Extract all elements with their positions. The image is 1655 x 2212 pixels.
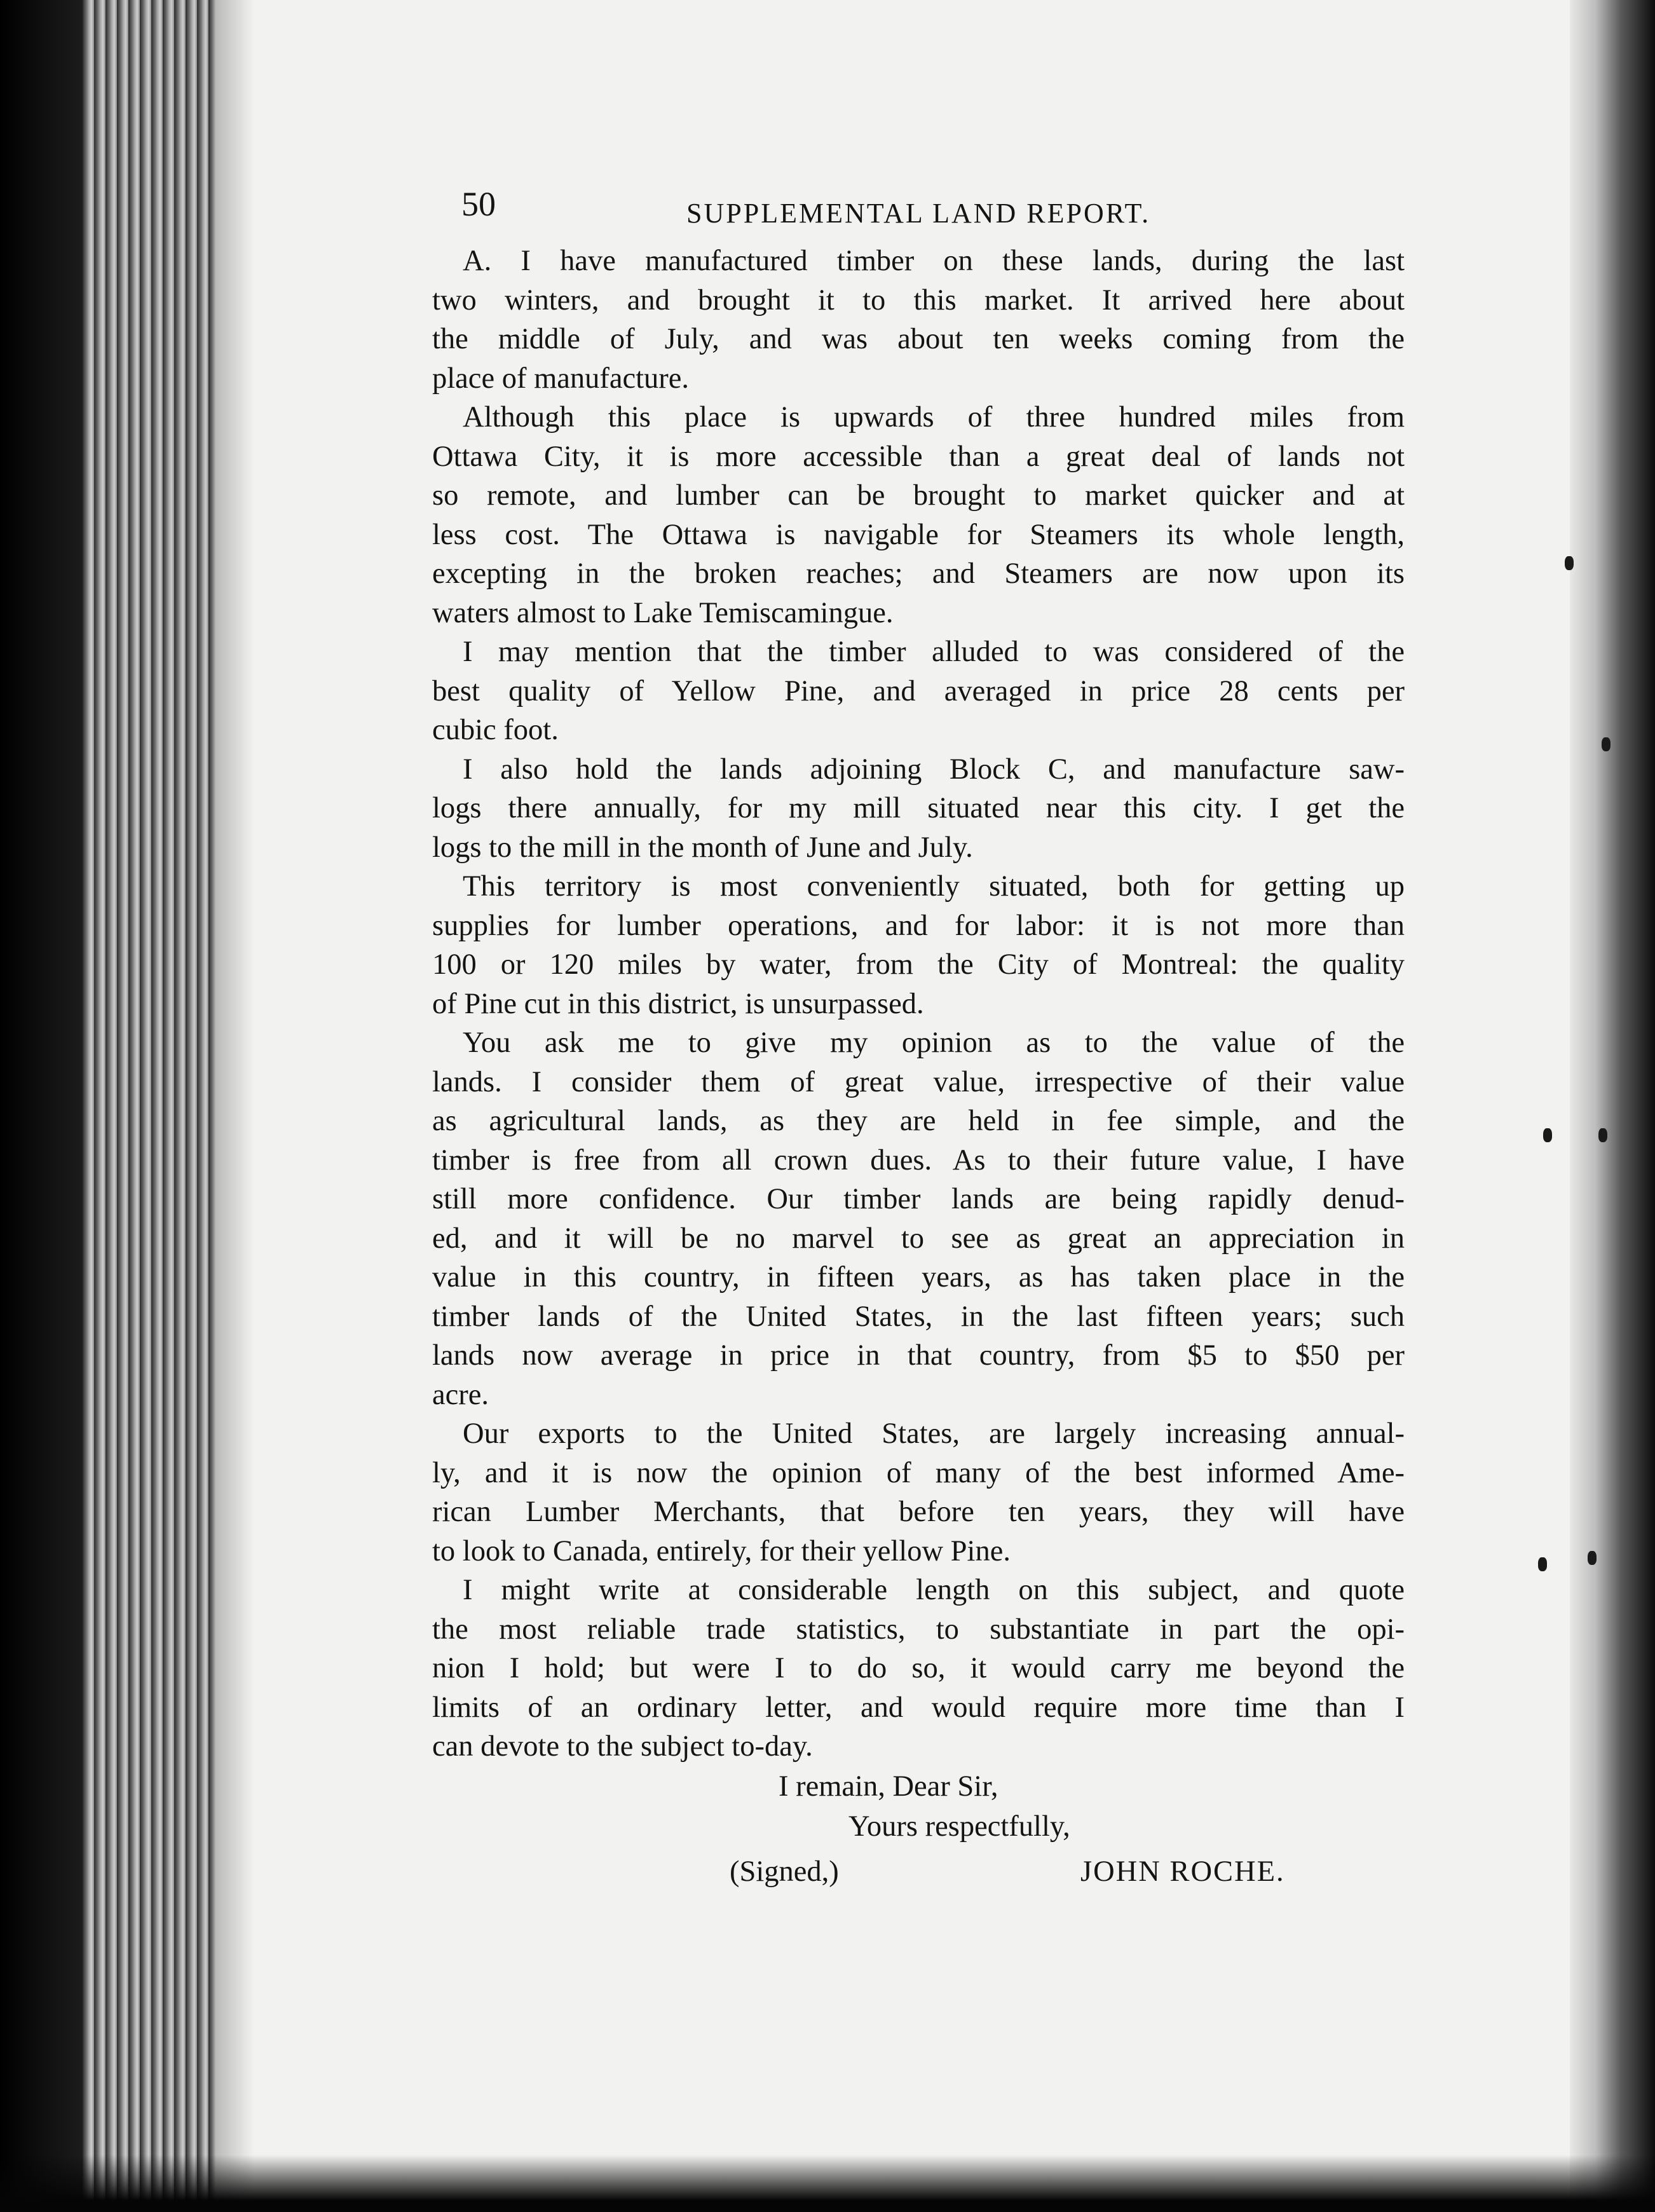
signed-label: (Signed,) [730, 1855, 839, 1888]
text-line: Although this place is upwards of three hundred miles from [463, 401, 1405, 434]
text-line: so remote, and lumber can be brought to market quicker and at [432, 479, 1405, 512]
text-line: waters almost to Lake Temiscamingue. [432, 596, 894, 629]
text-line: excepting in the broken reaches; and Steamers are now upon its [432, 557, 1405, 590]
page-header [432, 184, 1405, 242]
text-line: lands now average in price in that country, from $5 to $50 per [432, 1339, 1405, 1372]
text-line: acre. [432, 1378, 489, 1411]
text-line: nion I hold; but were I to do so, it would carry me beyond the [432, 1652, 1405, 1684]
text-line: place of manufacture. [432, 362, 690, 395]
closing-valediction: Yours respectfully, [848, 1810, 1070, 1843]
text-line: ed, and it will be no marvel to see as great an appreciation in [432, 1222, 1405, 1255]
text-line: 100 or 120 miles by water, from the City of Montreal: the quality [432, 948, 1405, 981]
binding-mark [1588, 1551, 1597, 1565]
paragraph [432, 750, 1405, 868]
text-line: the middle of July, and was about ten weeks coming from the [432, 323, 1405, 355]
binding-mark [1543, 1128, 1552, 1142]
paragraph [432, 1571, 1405, 1766]
text-line: of Pine cut in this district, is unsurpassed. [432, 987, 924, 1020]
text-line: two winters, and brought it to this market. It arrived here about [432, 283, 1405, 317]
body-text [432, 242, 1405, 1766]
text-line: timber lands of the United States, in the last fifteen years; such [432, 1300, 1405, 1333]
gutter-shadow [216, 0, 254, 2212]
text-line: Our exports to the United States, are largely increasing annual- [463, 1417, 1405, 1450]
binding-mark [1598, 1128, 1607, 1142]
text-line: I also hold the lands adjoining Block C, and manufacture saw- [463, 753, 1405, 786]
text-line: limits of an ordinary letter, and would require more time than I [432, 1691, 1405, 1724]
text-line: value in this country, in fifteen years, as has taken place in the [432, 1261, 1405, 1294]
text-line: still more confidence. Our timber lands are being rapidly denud- [432, 1183, 1405, 1215]
running-head: SUPPLEMENTAL LAND REPORT. [686, 198, 1151, 229]
text-line: Ottawa City, it is more accessible than a great deal of lands not [432, 440, 1405, 473]
text-line: You ask me to give my opinion as to the value of the [463, 1027, 1405, 1059]
paragraph [432, 242, 1405, 398]
text-line: to look to Canada, entirely, for their yellow Pine. [432, 1534, 1011, 1567]
text-line: lands. I consider them of great value, irrespective of their value [432, 1065, 1405, 1098]
right-page-edge [1570, 0, 1655, 2212]
paragraph [432, 1414, 1405, 1571]
text-line: I might write at considerable length on this subject, and quote [463, 1574, 1405, 1606]
text-line: This territory is most conveniently situated, both for getting up [463, 870, 1405, 903]
text-line: ly, and it is now the opinion of many of the best informed Ame- [432, 1456, 1405, 1489]
text-line: logs there annually, for my mill situated near this city. I get the [432, 792, 1405, 824]
page-edges [83, 0, 216, 2212]
text-line: supplies for lumber operations, and for labor: it is not more than [432, 909, 1405, 942]
closing-salutation: I remain, Dear Sir, [779, 1770, 998, 1803]
text-line: logs to the mill in the month of June and July. [432, 831, 973, 864]
binding-mark [1565, 556, 1574, 570]
text-line: rican Lumber Merchants, that before ten years, they will have [432, 1496, 1405, 1528]
text-line: I may mention that the timber alluded to was considered of the [463, 636, 1405, 668]
text-line: can devote to the subject to-day. [432, 1730, 813, 1763]
paragraph [432, 398, 1405, 632]
page-number: 50 [461, 185, 496, 223]
binding-mark [1538, 1557, 1547, 1571]
text-line: cubic foot. [432, 714, 559, 746]
paragraph [432, 632, 1405, 750]
paragraph [432, 867, 1405, 1023]
signature-name: JOHN ROCHE. [1080, 1855, 1285, 1888]
binding-mark [1602, 737, 1611, 751]
text-line: the most reliable trade statistics, to substantiate in part the opi- [432, 1613, 1405, 1646]
text-line: A. I have manufactured timber on these lands, during the last [463, 245, 1405, 277]
closing [432, 1766, 1405, 1938]
book-spine [0, 0, 83, 2212]
text-block [432, 184, 1405, 1938]
paragraph [432, 1023, 1405, 1414]
bottom-shadow [0, 2155, 1655, 2212]
text-line: as agricultural lands, as they are held in fee simple, and the [432, 1105, 1405, 1137]
text-line: less cost. The Ottawa is navigable for Steamers its whole length, [432, 518, 1405, 551]
text-line: best quality of Yellow Pine, and averaged in price 28 cents per [432, 674, 1405, 707]
text-line: timber is free from all crown dues. As to their future value, I have [432, 1144, 1405, 1177]
